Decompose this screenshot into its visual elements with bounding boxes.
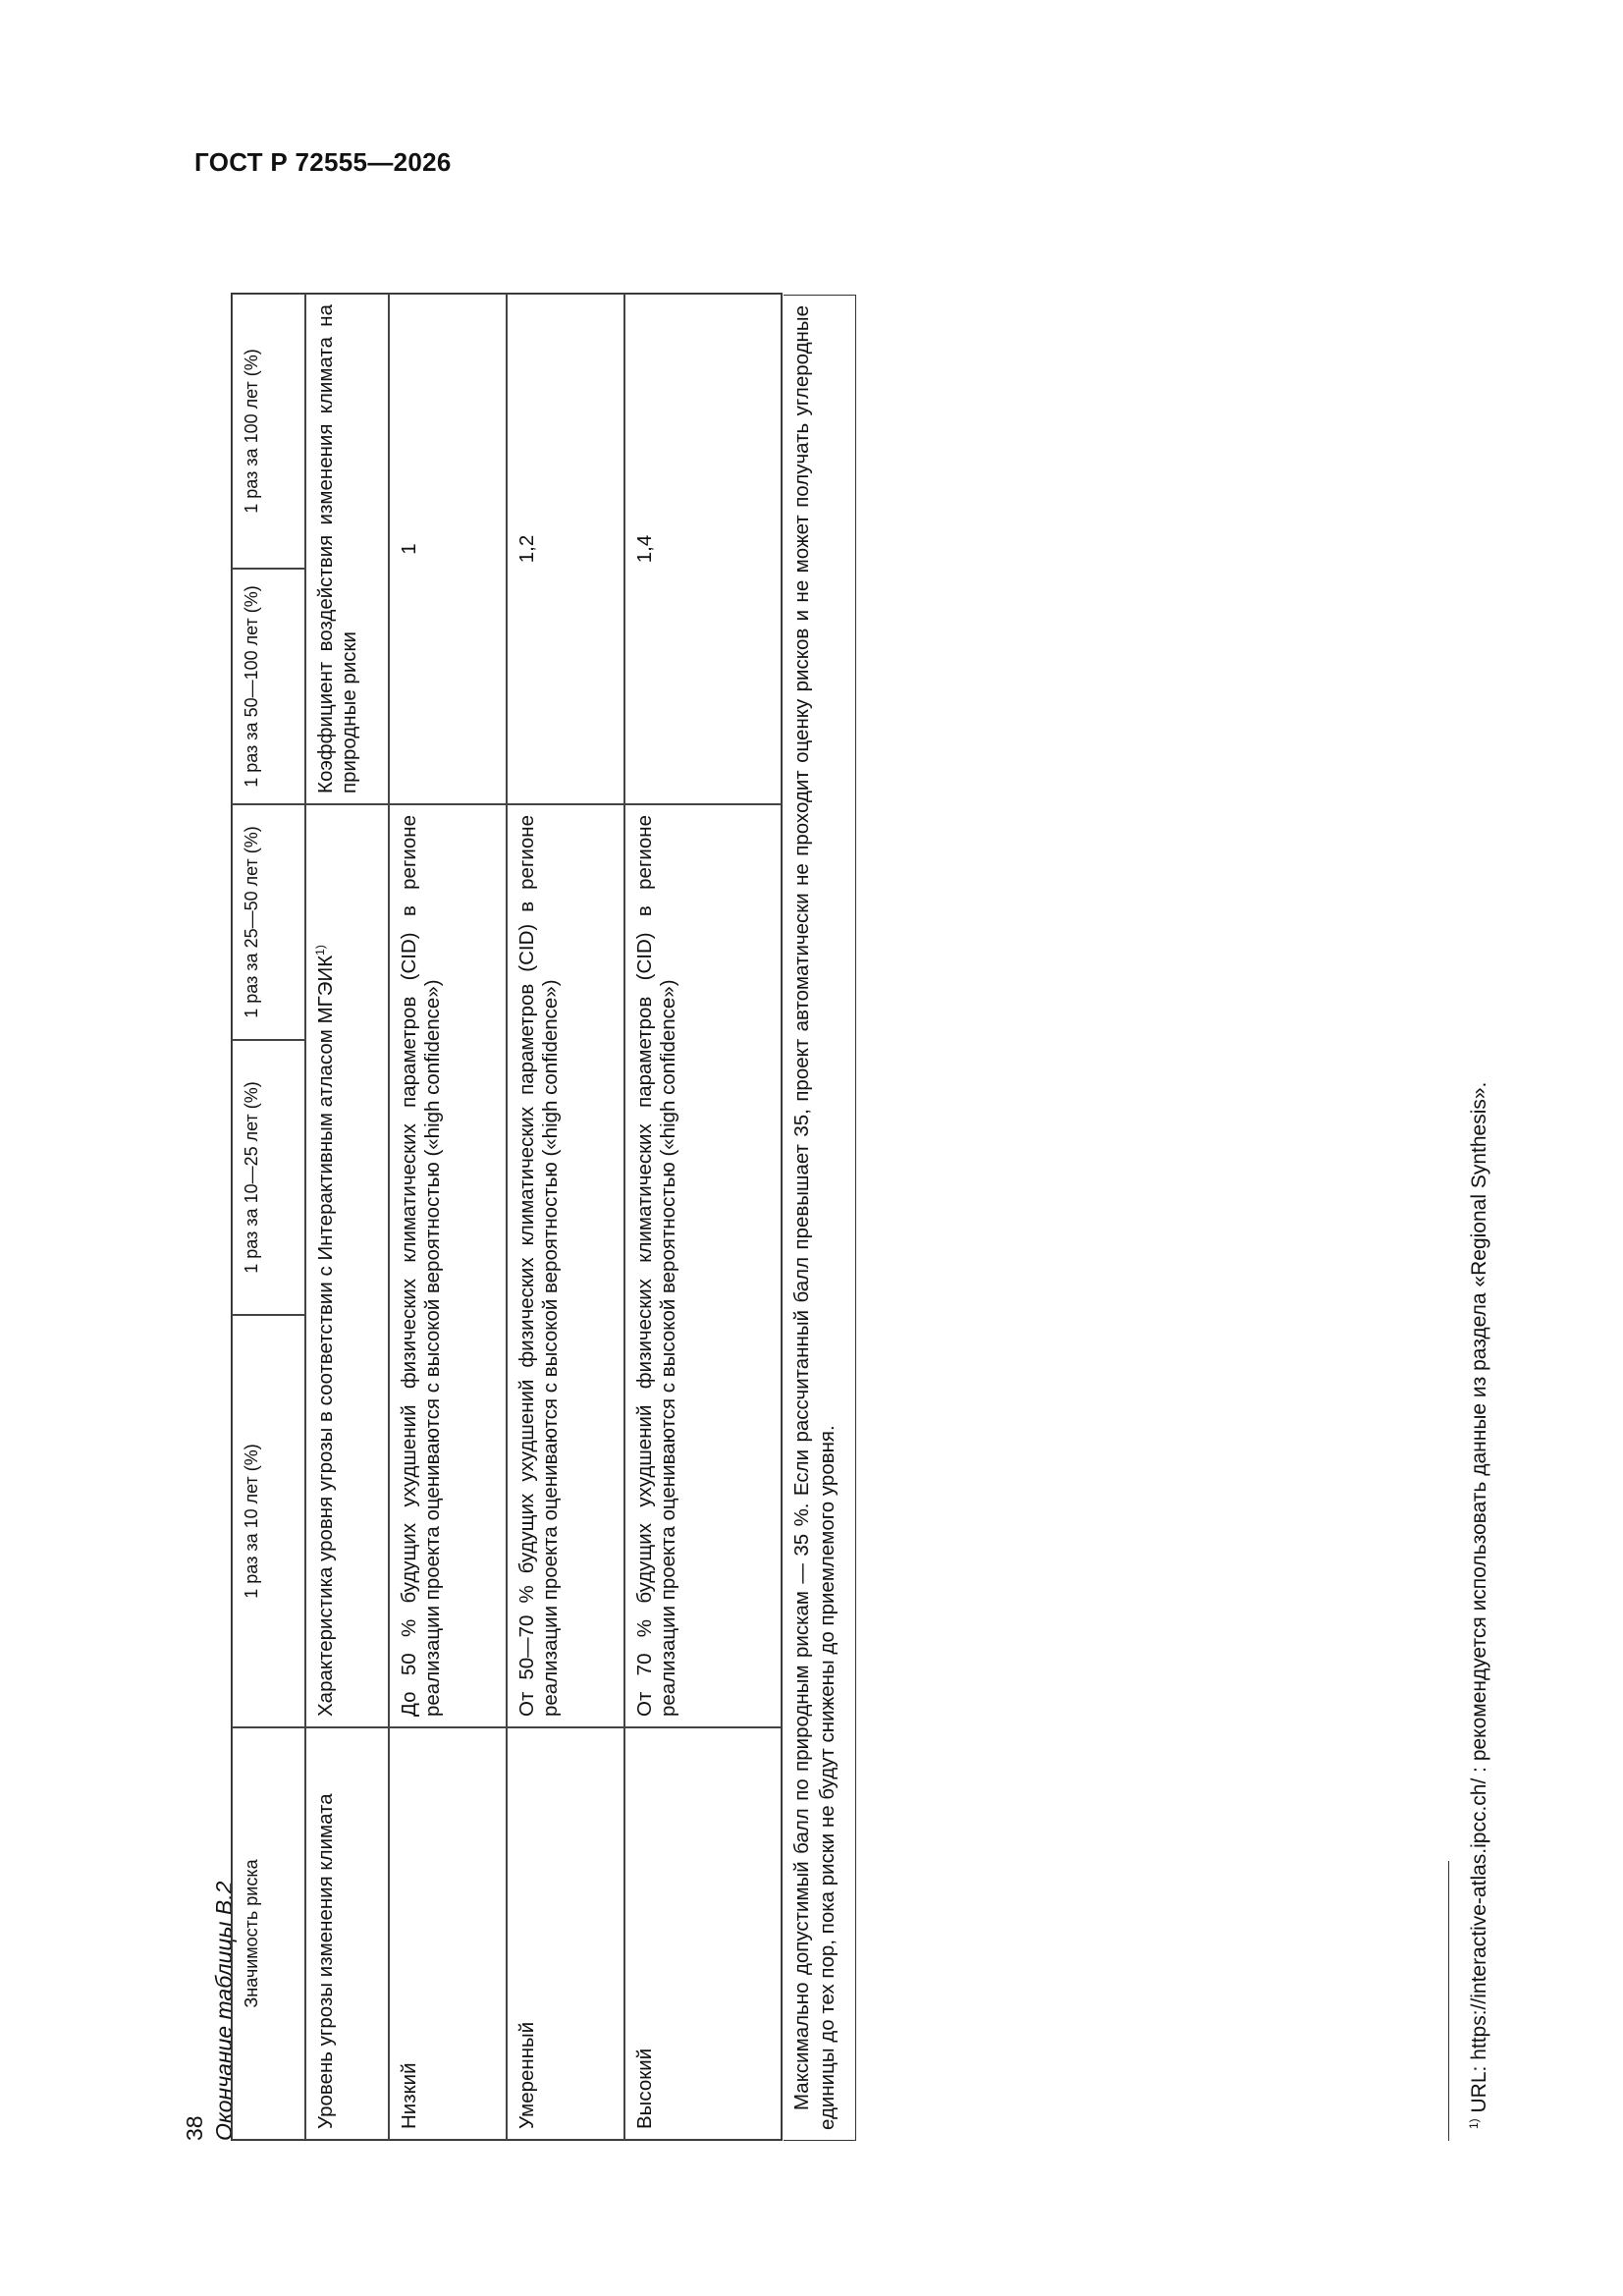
page-number: 38 bbox=[182, 2115, 207, 2141]
low-coefficient: 1 bbox=[389, 294, 507, 804]
header-100-years: 1 раз за 100 лет (%) bbox=[232, 294, 305, 569]
row-label-moderate: Умеренный bbox=[507, 1727, 624, 2140]
threat-level-description: Характеристика уровня угрозы в соответствии с Интерактивным атласом МГЭИК$^{1)}$ bbox=[305, 804, 389, 1727]
footnote: $^{1)}$ URL: https://interactive-atlas.ipcc.ch/ : рекомендуется использовать данные из раздела «Regional Synthesis». bbox=[1467, 1081, 1490, 2129]
high-coefficient: 1,4 bbox=[624, 294, 782, 804]
row-label-high: Высокий bbox=[624, 1727, 782, 2140]
header-25-50-years: 1 раз за 25—50 лет (%) bbox=[232, 804, 305, 1040]
header-50-100-years: 1 раз за 50—100 лет (%) bbox=[232, 569, 305, 804]
rotated-content bbox=[177, 167, 1512, 2141]
low-description: До 50 % будущих ухудшений физических климатических параметров (CID) в регионе реализации проекта оцениваются с высокой вероятностью («high confidence») bbox=[389, 804, 507, 1727]
row-label-threat-level: Уровень угрозы изменения климата bbox=[305, 1727, 389, 2140]
moderate-coefficient: 1,2 bbox=[507, 294, 624, 804]
row-label-low: Низкий bbox=[389, 1727, 507, 2140]
header-10-25-years: 1 раз за 10—25 лет (%) bbox=[232, 1040, 305, 1315]
table-caption: Окончание таблицы В.2 bbox=[211, 1881, 237, 2141]
footnote-separator bbox=[1448, 1861, 1449, 2141]
header-significance: Значимость риска bbox=[232, 1727, 305, 2140]
high-description: От 70 % будущих ухудшений физических климатических параметров (CID) в регионе реализации проекта оцениваются с высокой вероятностью («high confidence») bbox=[624, 804, 782, 1727]
document-code: ГОСТ Р 72555—2026 bbox=[194, 147, 452, 177]
moderate-description: От 50—70 % будущих ухудшений физических климатических параметров (CID) в регионе реализации проекта оцениваются с высокой вероятностью («high confidence») bbox=[507, 804, 624, 1727]
climate-impact-coefficient-header: Коэффициент воздействия изменения климата на природные риски bbox=[305, 294, 389, 804]
header-10-years: 1 раз за 10 лет (%) bbox=[232, 1315, 305, 1727]
risk-table bbox=[231, 293, 783, 2141]
table-note: Максимально допустимый балл по природным рискам — 35 %. Если рассчитанный балл превышает 35, проект автоматически не проходит оценку рисков и не может получать углеродные единицы до тех пор, пока риски не будут снижены до приемлемого уровня. bbox=[784, 295, 856, 2141]
